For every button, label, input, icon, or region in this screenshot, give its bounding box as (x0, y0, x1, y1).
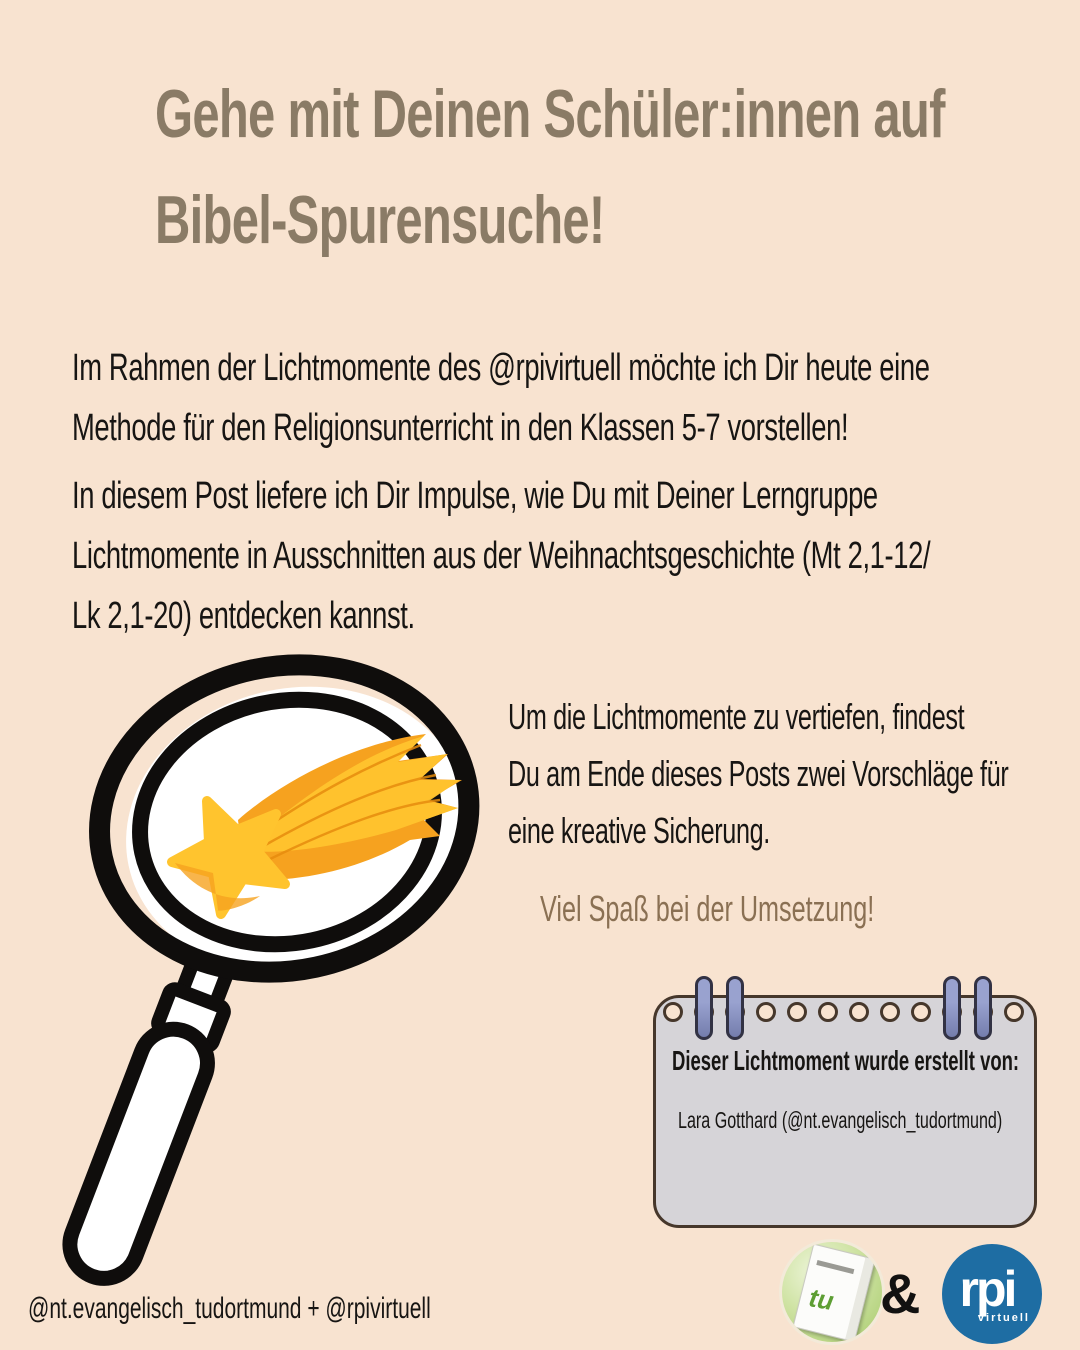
tu-logo-label: tu (806, 1282, 837, 1317)
rpi-virtuell-logo (942, 1244, 1042, 1344)
notepad-hole (880, 1002, 900, 1022)
magnifier-handle-icon (60, 939, 248, 1288)
impulse-paragraph-line2: Lichtmomente in Ausschnitten aus der Weihnachtsgeschichte (Mt 2,1-12/ (72, 535, 931, 577)
notepad-hole (818, 1002, 838, 1022)
notepad-binder-ring (695, 976, 713, 1040)
post-title-line1: Gehe mit Deinen Schüler:innen auf (155, 76, 945, 152)
notepad-hole (911, 1002, 931, 1022)
tu-book-title-bar (816, 1260, 854, 1274)
notepad-hole (1004, 1002, 1024, 1022)
notepad-binder-ring (726, 976, 744, 1040)
post-title-line2: Bibel-Spurensuche! (155, 182, 605, 258)
notepad-heading: Dieser Lichtmoment wurde erstellt von: (672, 1045, 1020, 1076)
notepad-binder-ring (943, 976, 961, 1040)
notepad-binder-ring (974, 976, 992, 1040)
notepad-hole (663, 1002, 683, 1022)
notepad-author: Lara Gotthard (@nt.evangelisch_tudortmund) (678, 1107, 1003, 1133)
magnifier-illustration (40, 650, 510, 1310)
tu-book-icon (793, 1244, 876, 1342)
footer-handles: @nt.evangelisch_tudortmund + @rpivirtuell (28, 1292, 431, 1325)
intro-paragraph-line2: Methode für den Religionsunterricht in den Klassen 5-7 vorstellen! (72, 407, 849, 449)
tu-logo (782, 1242, 882, 1342)
outro-paragraph-line2: Du am Ende dieses Posts zwei Vorschläge für (508, 753, 1009, 794)
rpi-logo-label: rpi (959, 1261, 1015, 1317)
rpi-logo-sublabel: virtuell (977, 1312, 1030, 1324)
notepad-hole (849, 1002, 869, 1022)
notepad-hole (756, 1002, 776, 1022)
ampersand-text: & (880, 1262, 921, 1325)
outro-paragraph-line3: eine kreative Sicherung. (508, 810, 770, 851)
impulse-paragraph-line3: Lk 2,1-20) entdecken kannst. (72, 595, 415, 637)
fun-text: Viel Spaß bei der Umsetzung! (540, 888, 875, 929)
intro-paragraph-line1: Im Rahmen der Lichtmomente des @rpivirtuell möchte ich Dir heute eine (72, 347, 930, 389)
outro-paragraph-line1: Um die Lichtmomente zu vertiefen, findest (508, 696, 965, 737)
impulse-paragraph-line1: In diesem Post liefere ich Dir Impulse, wie Du mit Deiner Lerngruppe (72, 475, 878, 517)
notepad-hole (787, 1002, 807, 1022)
